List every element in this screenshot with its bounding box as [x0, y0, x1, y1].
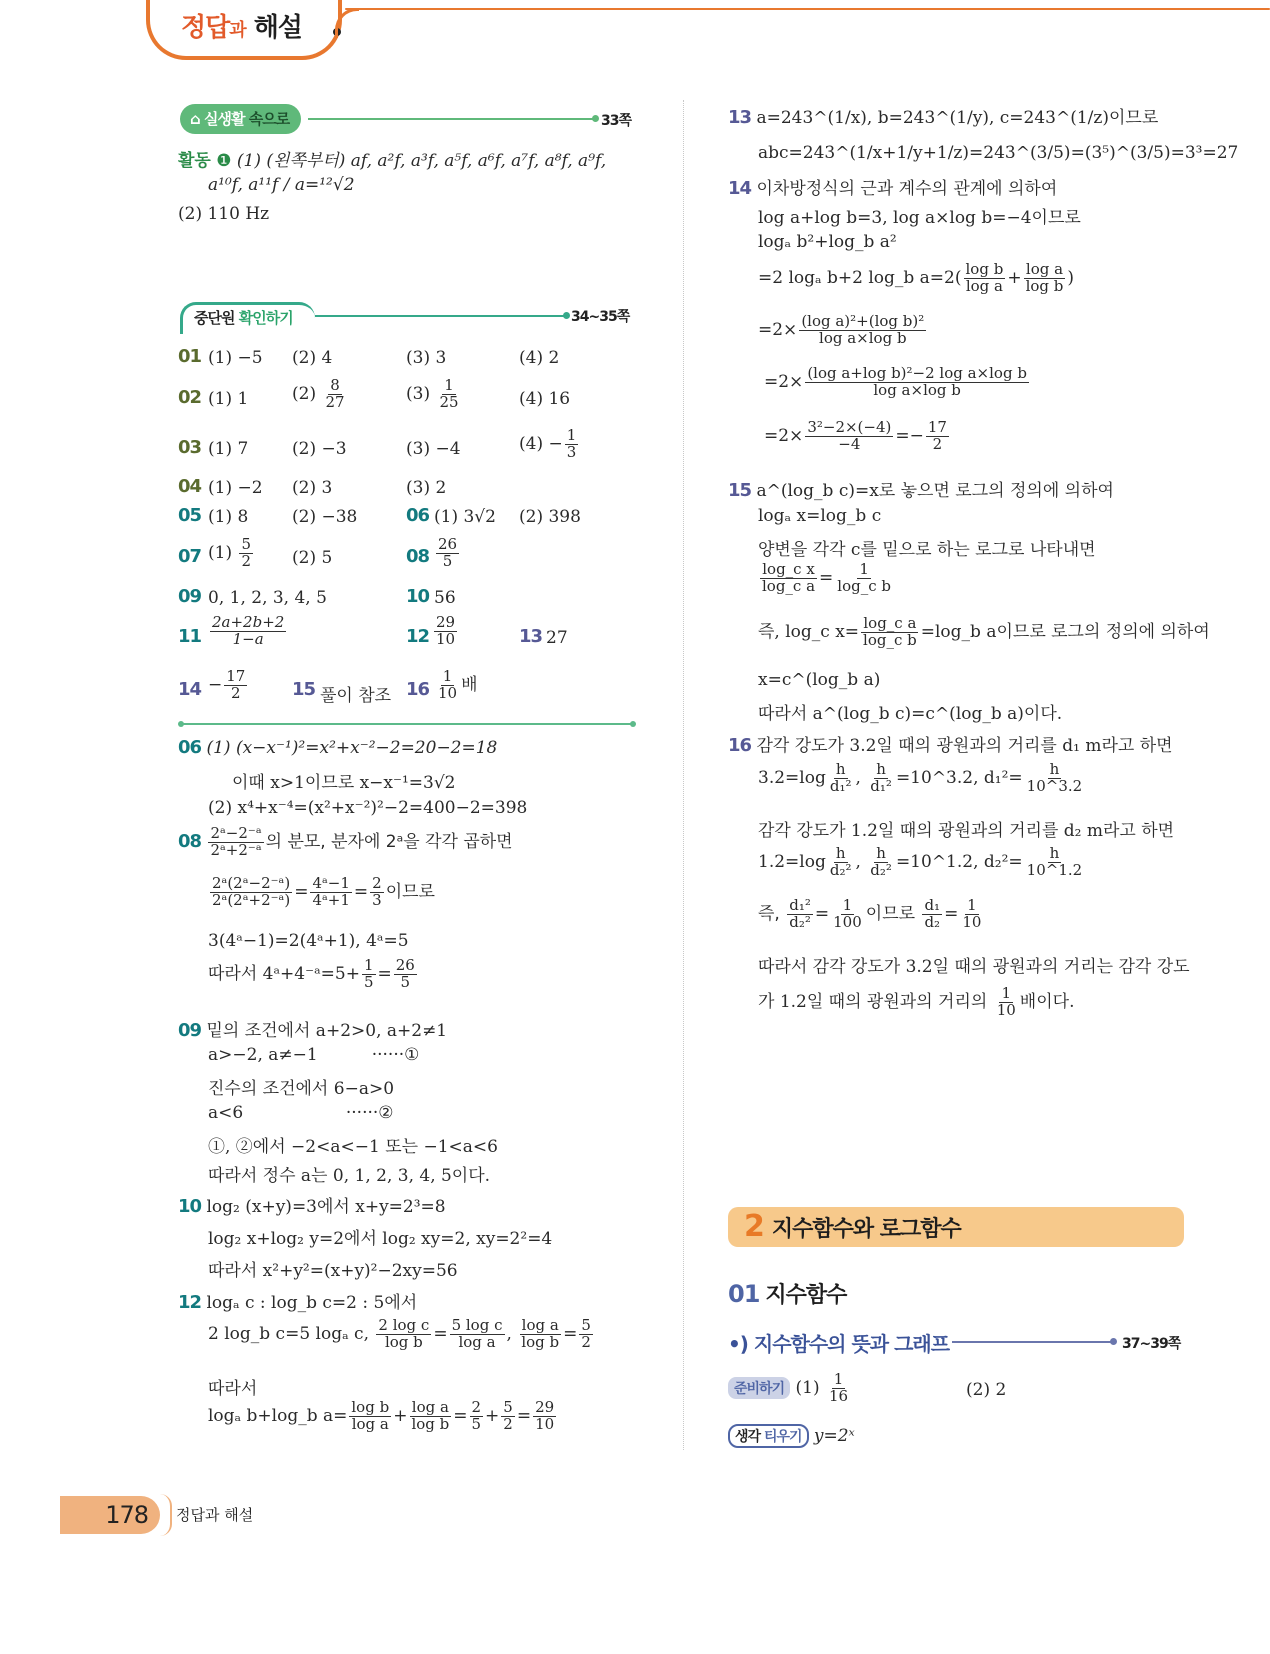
solution-06: 06 (1) (x−x⁻¹)²=x²+x⁻²−2=20−2=18	[178, 737, 498, 758]
answers-rule	[180, 723, 634, 725]
answer-row: 07	[178, 546, 202, 567]
answer-item: (4) 2	[519, 348, 560, 368]
answer-item: (1) 1	[208, 389, 249, 409]
activity-line-3: (2) 110 Hz	[178, 204, 270, 224]
prepare-answer-2: (2) 2	[966, 1380, 1007, 1400]
section-rule-dot	[563, 312, 570, 319]
section-rule	[308, 118, 594, 120]
section-rule-dot	[592, 115, 599, 122]
section-rule-dot	[1110, 1338, 1117, 1345]
answer-item: (2) 5	[292, 548, 333, 568]
solution-line: 따라서 a^(log_b c)=c^(log_b a)이다.	[758, 704, 1063, 724]
solution-line: log₂ x+log₂ y=2에서 log₂ xy=2, xy=2²=4	[208, 1229, 553, 1249]
page-number: 178	[60, 1496, 160, 1534]
solution-08: 08 $\frac{\text{2ᵃ−2⁻ᵃ}}{\text{2ᵃ+2⁻ᵃ}}$ 의 분모, 분자에 2ᵃ을 각각 곱하면	[178, 824, 513, 859]
answer-row: 16	[406, 679, 430, 700]
answer-row: 10	[406, 586, 430, 607]
section-rule	[952, 1341, 1112, 1343]
answer-row: 09	[178, 586, 202, 607]
solution-line: 따라서 x²+y²=(x+y)²−2xy=56	[208, 1261, 458, 1281]
solution-line: abc=243^(1/x+1/y+1/z)=243^(3/5)=(3⁵)^(3/5)=3³=27	[758, 143, 1239, 163]
solution-line: 따라서 감각 강도가 3.2일 때의 광원과의 거리는 감각 강도	[758, 957, 1190, 977]
solution-15: 15 a^(log_b c)=x로 놓으면 로그의 정의에 의하여	[728, 480, 1114, 501]
solution-14: 14 이차방정식의 근과 계수의 관계에 의하여	[728, 178, 1058, 199]
prepare-row: 준비하기 (1) $\frac{1}{16}$	[728, 1372, 852, 1405]
answer-item: (3) $\frac{1}{25}$	[406, 376, 459, 411]
page-number-arc	[160, 1494, 172, 1536]
solution-line: $\frac{\text{log\_c x}}{\text{log\_c a}}$ = $\frac{1}{\text{log\_c b}}$	[762, 560, 891, 595]
solution-line: 따라서	[208, 1379, 258, 1399]
solution-line: logₐ b²+log_b a²	[758, 232, 897, 252]
solution-line: logₐ x=log_b c	[758, 506, 882, 526]
answer-row: 08	[406, 546, 430, 567]
solution-10: 10 log₂ (x+y)=3에서 x+y=2³=8	[178, 1196, 446, 1217]
solution-09: 09 밑의 조건에서 a+2>0, a+2≠1	[178, 1020, 448, 1041]
solution-line: 감각 강도가 1.2일 때의 광원과의 거리를 d₂ m라고 하면	[758, 821, 1175, 841]
answer-item: (1) −5	[208, 348, 263, 368]
answer-item: (1) $\frac{5}{2}$	[208, 535, 252, 570]
solution-13: 13 a=243^(1/x), b=243^(1/y), c=243^(1/z)이므로	[728, 107, 1159, 128]
header-rule	[345, 8, 1270, 10]
solution-line: 진수의 조건에서 6−a>0	[208, 1079, 395, 1099]
answer-row: 11	[178, 626, 202, 647]
solution-line: =2 logₐ b+2 log_b a=2( $\frac{\text{log b}}{\text{log a}}$ + $\frac{\text{log a}}{\text{log b}}$ )	[758, 260, 1075, 295]
answer-item: 56	[434, 588, 456, 608]
answer-item: − $\frac{17}{2}$	[208, 667, 246, 702]
page-ref: 33쪽	[601, 113, 632, 129]
think-row: 생각 티우기 y=2ˣ	[728, 1424, 855, 1448]
answer-item: (3) 2	[406, 478, 447, 498]
solution-line: 2 log_b c=5 logₐ c, $\frac{\text{2 log c}}{\text{log b}}$ = $\frac{\text{5 log c}}{\text{log a}}$ , $\frac{\text{log a}}{\text{log b}}$ = $\frac{5}{2}$	[208, 1316, 591, 1351]
activity-line-2: a¹⁰f, a¹¹f / a=¹²√2	[208, 175, 355, 195]
solution-line: logₐ b+log_b a= $\frac{\text{log b}}{\text{log a}}$ + $\frac{\text{log a}}{\text{log b}}$ = $\frac{2}{5}$ + $\frac{5}{2}$ = $\frac{29}{10}$	[208, 1398, 555, 1433]
answer-item: (3) −4	[406, 439, 461, 459]
solution-line: 즉, log_c x= $\frac{\text{log\_c a}}{\text{log\_c b}}$ =log_b a이므로 로그의 정의에 의하여	[758, 614, 1210, 649]
answer-row: 12	[406, 626, 430, 647]
answer-item: 0, 1, 2, 3, 4, 5	[208, 588, 327, 608]
answer-row: 15	[292, 679, 316, 700]
solution-line: =2× $\frac{\text{(log a+log b)²−2 log a×log b}}{\text{log a×log b}}$	[764, 364, 1027, 399]
solution-line: a<6 ······②	[208, 1103, 394, 1123]
answer-item: (4) 16	[519, 389, 571, 409]
solution-line: 따라서 정수 a는 0, 1, 2, 3, 4, 5이다.	[208, 1166, 491, 1186]
prepare-tag: 준비하기	[728, 1377, 790, 1399]
solution-line: 양변을 각각 c를 밑으로 하는 로그로 나타내면	[758, 540, 1096, 560]
solution-line: 따라서 4ᵃ+4⁻ᵃ=5+ $\frac{1}{5}$ = $\frac{26}{5}$	[208, 956, 415, 991]
answer-item: $\frac{26}{5}$	[438, 535, 458, 570]
answer-item: (2) $\frac{8}{27}$	[292, 376, 345, 411]
answer-row: 14	[178, 679, 202, 700]
answer-item: (1) 7	[208, 439, 249, 459]
answer-row: 13	[519, 626, 543, 647]
bullet-arc-icon: •)	[728, 1332, 748, 1356]
solution-line: x=c^(log_b a)	[758, 670, 881, 690]
answer-item: (3) 3	[406, 348, 447, 368]
solution-line: $\frac{\text{2ᵃ(2ᵃ−2⁻ᵃ)}}{\text{2ᵃ(2ᵃ+2⁻ᵃ)}}$ = $\frac{\text{4ᵃ−1}}{\text{4ᵃ+1}}$ = $\frac{2}{3}$ 이므로	[212, 874, 435, 909]
solution-line: 즉, $\frac{\text{d₁²}}{\text{d₂²}}$ = $\frac{1}{100}$ 이므로 $\frac{\text{d₁}}{\text{d₂}}$ = $\frac{1}{10}$	[758, 896, 982, 931]
activity-line-1: 활동 ❶ (1) (왼쪽부터) af, a²f, a³f, a⁵f, a⁶f, a⁷f, a⁸f, a⁹f,	[178, 151, 607, 171]
answer-item: (2) −38	[292, 507, 358, 527]
solution-12: 12 logₐ c : log_b c=2 : 5에서	[178, 1292, 418, 1313]
solution-line: log a+log b=3, log a×log b=−4이므로	[758, 208, 1081, 228]
answer-item: (1) 3√2	[434, 507, 496, 527]
footer-label: 정답과 해설	[176, 1506, 254, 1524]
think-tag: 생각 티우기	[728, 1424, 809, 1448]
solution-line: 1.2=log $\frac{h}{\text{d₂²}}$ , $\frac{h}{\text{d₂²}}$ =10^1.2, d₂²= $\frac{h}{10\^{}1.2}$	[758, 844, 1083, 879]
section-pill-real-life: ⌂ 실생활 속으로	[180, 104, 301, 134]
answer-item: $\frac{29}{10}$	[436, 613, 456, 648]
solution-line: 가 1.2일 때의 광원과의 거리의 $\frac{1}{10}$ 배이다.	[758, 984, 1075, 1019]
header-title: 정답과 해설	[181, 13, 302, 43]
lesson-title: 01 지수함수	[728, 1280, 847, 1308]
solution-line: 이때 x>1이므로 x−x⁻¹=3√2	[232, 773, 456, 793]
answer-item: (1) 8	[208, 507, 249, 527]
solution-line: ①, ②에서 −2<a<−1 또는 −1<a<6	[208, 1137, 498, 1157]
answer-item: (2) −3	[292, 439, 347, 459]
subsection-title: •) 지수함수의 뜻과 그래프	[728, 1332, 950, 1356]
answer-row: 03	[178, 437, 202, 458]
solution-line: 3(4ᵃ−1)=2(4ᵃ+1), 4ᵃ=5	[208, 931, 409, 951]
answer-row: 02	[178, 387, 202, 408]
section-pill-check: 중단원 확인하기	[194, 309, 293, 327]
answer-row: 06	[406, 505, 430, 526]
solution-line: =2× $\frac{\text{3²−2×(−4)}}{-4}$ =− $\frac{17}{2}$	[764, 418, 947, 453]
solution-line: a>−2, a≠−1 ······①	[208, 1045, 420, 1065]
answer-item: (2) 398	[519, 507, 581, 527]
answer-item: (1) −2	[208, 478, 263, 498]
answer-item: 27	[546, 628, 568, 648]
answer-item: (4) − $\frac{1}{3}$	[519, 426, 577, 461]
answer-item: $\frac{2a+2b+2}{1-a}$	[212, 613, 285, 648]
chapter-banner: 2 지수함수와 로그함수	[728, 1207, 1184, 1247]
answer-row: 05	[178, 505, 202, 526]
section-rule	[315, 315, 565, 317]
answer-row: 01	[178, 346, 202, 367]
answer-item: $\frac{1}{10}$ 배	[438, 667, 478, 702]
page-ref: 34~35쪽	[571, 309, 630, 325]
page-ref: 37~39쪽	[1122, 1336, 1181, 1352]
house-icon: ⌂	[190, 110, 200, 128]
solution-line: =2× $\frac{\text{(log a)²+(log b)²}}{\text{log a×log b}}$	[758, 312, 925, 347]
answer-item: (2) 3	[292, 478, 333, 498]
answer-item: 풀이 참조	[320, 686, 392, 706]
answer-row: 04	[178, 476, 202, 497]
solution-16: 16 감각 강도가 3.2일 때의 광원과의 거리를 d₁ m라고 하면	[728, 735, 1173, 756]
solution-line: (2) x⁴+x⁻⁴=(x²+x⁻²)²−2=400−2=398	[208, 798, 528, 818]
answer-item: (2) 4	[292, 348, 333, 368]
solution-line: 3.2=log $\frac{h}{\text{d₁²}}$ , $\frac{h}{\text{d₁²}}$ =10^3.2, d₁²= $\frac{h}{10\^{}3.2}$	[758, 760, 1083, 795]
column-divider	[683, 100, 684, 1450]
